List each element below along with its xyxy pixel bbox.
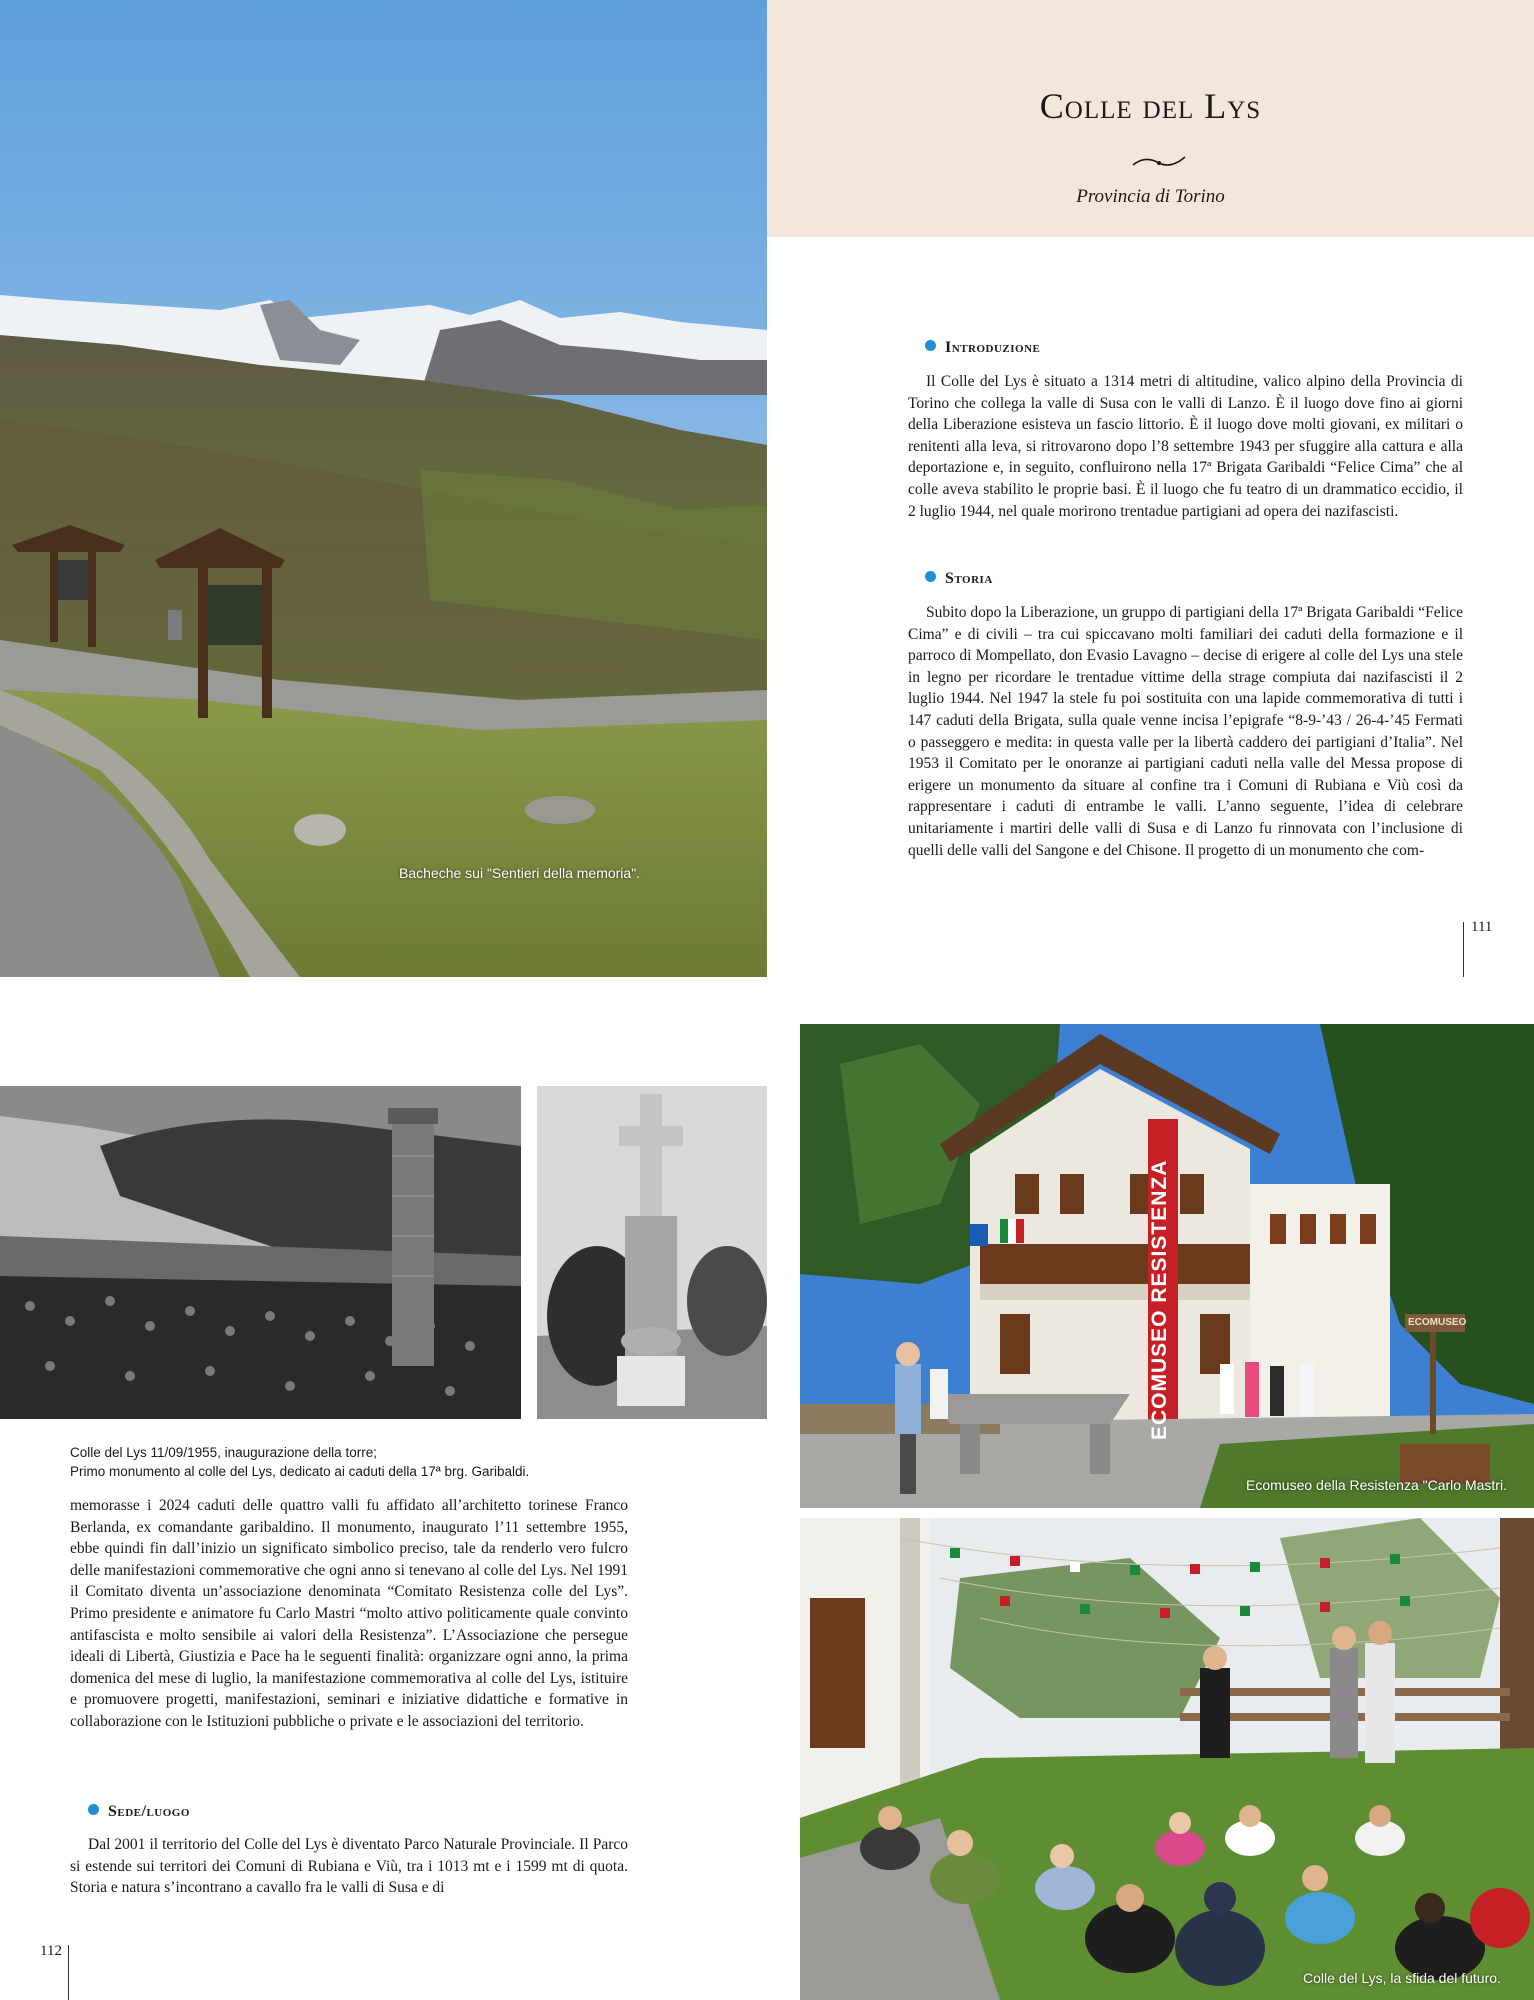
storia-paragraph: Subito dopo la Liberazione, un gruppo di partigiani della 17ª Brigata Garibaldi “Felice Cima” e di civili – tra cui spiccavano molti familiari dei caduti della formazione e il parroco di Mompellato, don Evasio Lavagno – decise di erigere al colle del Lys una stele in legno per ricordare le trentadue vittime della strage compiuta dai nazifascisti il 2 luglio 1944. Nel 1947 la stele fu poi sostituita con una lapide commemorativa di tutti i 147 caduti della Brigata, sulla quale venne incisa l’epigrafe “8-9-’43 / 26-4-’45 Fermati o passeggero e medita: in questa valle per la libertà caddero dei partigiani d’Italia”. Nel 1953 il Comitato per le onoranze ai partigiani caduti nella valle del Messa propose di erigere un monumento da situare al confine tra i Comuni di Rubiana e Viù così da rappresentare i caduti di entrambe le valli. L’anno seguente, l’idea di celebrare unitariamente i martiri delle valli di Susa e di Lanzo fu rinnovata con l’inclusione di quelli delle valli del Sangone e del Chisone. Il progetto di un monumento che com-: [908, 604, 1463, 859]
storia-continuation-paragraph: memorasse i 2024 caduti delle quattro valli fu affidato all’architetto torinese Franco Berlanda, ex comandante garibaldino. Il monumento, inaugurato l’11 settembre 1955, ebbe quindi fin dall’inizio un significato simbolico preciso, tale da renderlo vero fulcro delle manifestazioni commemorative che ogni anno si tenevano al colle del Lys. Nel 1991 il Comitato diventa un’associazione denominata “Comitato Resistenza colle del Lys”. Primo presidente e animatore fu Carlo Mastri “molto attivo politicamente quale convinto antifascista e molto sensibile ai valori della Resistenza”. L’Associazione che persegue ideali di Libertà, Giustizia e Pace ha le seguenti finalità: organizzare ogni anno, la prima domenica del mese di luglio, la manifestazione commemorativa al colle del Lys, istituire e promuovere progetti, manifestazioni, seminari e iniziative didattiche e formative in collaborazione con le Istituzioni pubbliche o private e le associazioni del territorio.: [70, 1497, 628, 1730]
future-photo: [800, 1518, 1534, 2000]
mountain-photo: [0, 0, 767, 977]
section-heading-storia: Storia: [925, 570, 993, 588]
bullet-icon: [925, 571, 936, 582]
future-photo-caption: Colle del Lys, la sfida del futuro.: [1303, 1970, 1501, 1986]
page-title: Colle del Lys: [1039, 86, 1262, 126]
mountain-photo-caption: Bacheche sui "Sentieri della memoria".: [399, 865, 641, 881]
bullet-icon: [88, 1804, 99, 1815]
historic-monument-photo: [537, 1086, 767, 1419]
ecomuseo-photo-caption: Ecomuseo della Resistenza "Carlo Mastri.: [1246, 1477, 1507, 1493]
header-band: [767, 0, 1534, 237]
ornament-swash: [1131, 151, 1187, 171]
page-subtitle: Provincia di Torino: [1076, 186, 1225, 207]
historic-photos-caption: Colle del Lys 11/09/1955, inaugurazione della torre; Primo monumento al colle del Lys, dedicato ai caduti della 17ª brg. Garibaldi.: [70, 1445, 530, 1479]
section-heading-sede: Sede/luogo: [88, 1803, 190, 1821]
bullet-icon: [925, 340, 936, 351]
ecomuseo-sign: ECOMUSEO RESISTENZA: [1148, 1159, 1171, 1441]
page-number-right: 111: [1471, 919, 1493, 935]
section-heading-introduzione: Introduzione: [925, 339, 1040, 357]
ecomuseo-small-sign: ECOMUSEO: [1408, 1317, 1467, 1328]
page-rule-right: [1463, 922, 1464, 977]
intro-paragraph: Il Colle del Lys è situato a 1314 metri di altitudine, valico alpino della Provincia di Torino che collega la valle di Susa con le valli di Lanzo. È il luogo dove fino ai giorni della Liberazione esisteva un fascio littorio. È il luogo dove molti giovani, ex militari o renitenti alla leva, si ritrovarono dopo l’8 settembre 1943 per sfuggire alla cattura e alla deportazione e, in seguito, confluirono nella 17ª Brigata Garibaldi “Felice Cima” che al colle aveva stabilito le proprie basi. È il luogo che fu teatro di un drammatico eccidio, il 2 luglio 1944, nel quale morirono trentadue partigiani ad opera dei nazifascisti.: [908, 373, 1463, 520]
sede-paragraph: Dal 2001 il territorio del Colle del Lys è diventato Parco Naturale Provinciale. Il Parco si estende sui territori dei Comuni di Rubiana e Viù, tra i 1013 mt e i 1599 mt di quota. Storia e natura s’incontrano a cavallo fra le valli di Susa e di: [70, 1836, 628, 1897]
page-rule-left: [68, 1945, 69, 2000]
page-number-left: 112: [40, 1943, 62, 1959]
historic-inauguration-photo: [0, 1086, 521, 1419]
